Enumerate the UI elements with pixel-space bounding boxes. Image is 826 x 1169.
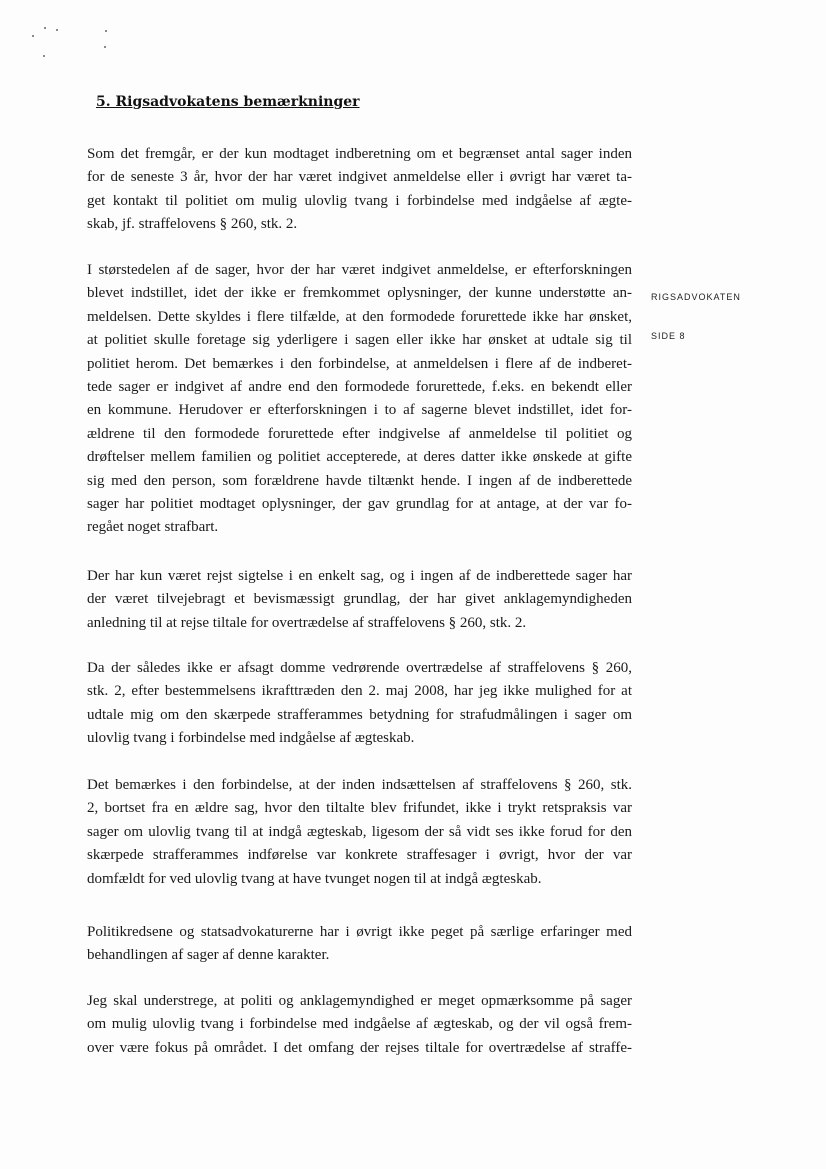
text-line: skærpede strafferammes indførelse var konkrete straffesager i øvrigt, hvor der var [87,847,632,864]
text-line: Jeg skal understrege, at politi og anklagemyndighed er meget opmærksomme på sager [87,993,632,1009]
text-line: regået noget strafbart. [87,519,219,536]
text-line: behandlingen af sager af denne karakter. [87,947,330,964]
text-line: Som det fremgår, er der kun modtaget indberetning om et begrænset antal sager inden [87,146,632,162]
text-line: Der har kun været rejst sigtelse i en enkelt sag, og i ingen af de indberettede sager har [87,568,632,584]
text-line: drøftelser mellem familien og politiet accepterede, at deres datter ikke ønskede at gifte [87,449,632,466]
text-line: ulovlig tvang i forbindelse med indgåelse af ægteskab. [87,730,415,747]
text-line: sager har politiet modtaget oplysninger, der gav grundlag for at antage, at der var fo- [87,495,632,512]
paragraph [87,657,632,751]
text-line: politiet herom. Det bemærkes i den forbindelse, at anmeldelsen i flere af de indberet- [87,355,632,372]
text-line: for de seneste 3 år, hvor der har været indgivet anmeldelse eller i øvrigt har været ta- [87,169,632,186]
text-line: om mulig ulovlig tvang i forbindelse med indgåelse af ægteskab, og der vil også frem- [87,1016,632,1033]
scan-speck [43,55,45,57]
text-line: over være fokus på området. I det omfang der rejses tiltale for overtrædelse af straffe- [87,1039,632,1056]
scan-speck [44,27,46,29]
text-line: 2, bortset fra en ældre sag, hvor den tiltalte blev frifundet, ikke i trykt retspraksis var [87,800,632,817]
text-line: Da der således ikke er afsagt domme vedrørende overtrædelse af straffelovens § 260, [87,660,632,676]
text-line: blevet indstillet, idet der ikke er fremkommet oplysninger, der kunne understøtte an- [87,285,632,302]
text-line: udtale mig om den skærpede strafferammes betydning for strafudmålingen i sager om [87,706,632,723]
text-line: I størstedelen af de sager, hvor der har været indgivet anmeldelse, er efterforskningen [87,262,632,278]
scan-speck [104,46,106,48]
text-line: der været tilvejebragt et bevismæssigt grundlag, der har givet anklagemyndigheden [87,591,632,608]
text-line: Politikredsene og statsadvokaturerne har i øvrigt ikke peget på særlige erfaringer med [87,924,632,940]
text-line: anledning til at rejse tiltale for overtrædelse af straffelovens § 260, stk. 2. [87,614,527,631]
paragraph [87,990,632,1060]
text-line: stk. 2, efter bestemmelsens ikrafttræden den 2. maj 2008, har jeg ikke mulighed for at [87,683,632,700]
paragraph [87,143,632,237]
scan-speck [56,29,58,31]
text-line: tede sager er indgivet af andre end den formodede forurettede, f.eks. en bekendt eller [87,378,632,395]
sidebar-page-number: SIDE 8 [651,331,686,341]
text-line: domfældt for ved ulovlig tvang at have tvunget nogen til at indgå ægteskab. [87,870,542,887]
paragraph [87,259,632,540]
scan-speck [32,35,34,37]
text-line: en kommune. Herudover er efterforskningen i to af sagerne blevet indstillet, idet for- [87,402,632,419]
paragraph [87,774,632,891]
paragraph [87,565,632,635]
text-line: at politiet skulle foretage sig yderligere i sagen eller ikke har ønsket at udtale sig til [87,332,632,349]
text-line: Det bemærkes i den forbindelse, at der inden indsættelsen af straffelovens § 260, stk. [87,777,632,793]
text-line: sig med den person, som forældrene havde tiltænkt hende. I ingen af de indberettede [87,472,632,489]
text-line: get kontakt til politiet om mulig ulovlig tvang i forbindelse med indgåelse af ægte- [87,192,632,209]
paragraph [87,921,632,968]
text-line: ældrene til den formodede forurettede efter indgivelse af anmeldelse til politiet og [87,425,632,442]
section-heading: 5. Rigsadvokatens bemærkninger [96,94,360,110]
scan-speck [105,30,107,32]
text-line: skab, jf. straffelovens § 260, stk. 2. [87,216,298,233]
text-line: meldelsen. Dette skyldes i flere tilfælde, at den formodede forurettede ikke har ønsket, [87,308,632,325]
text-line: sager om ulovlig tvang til at indgå ægteskab, ligesom der så vidt ses ikke forud for den [87,823,632,840]
sidebar-org: RIGSADVOKATEN [651,292,741,302]
